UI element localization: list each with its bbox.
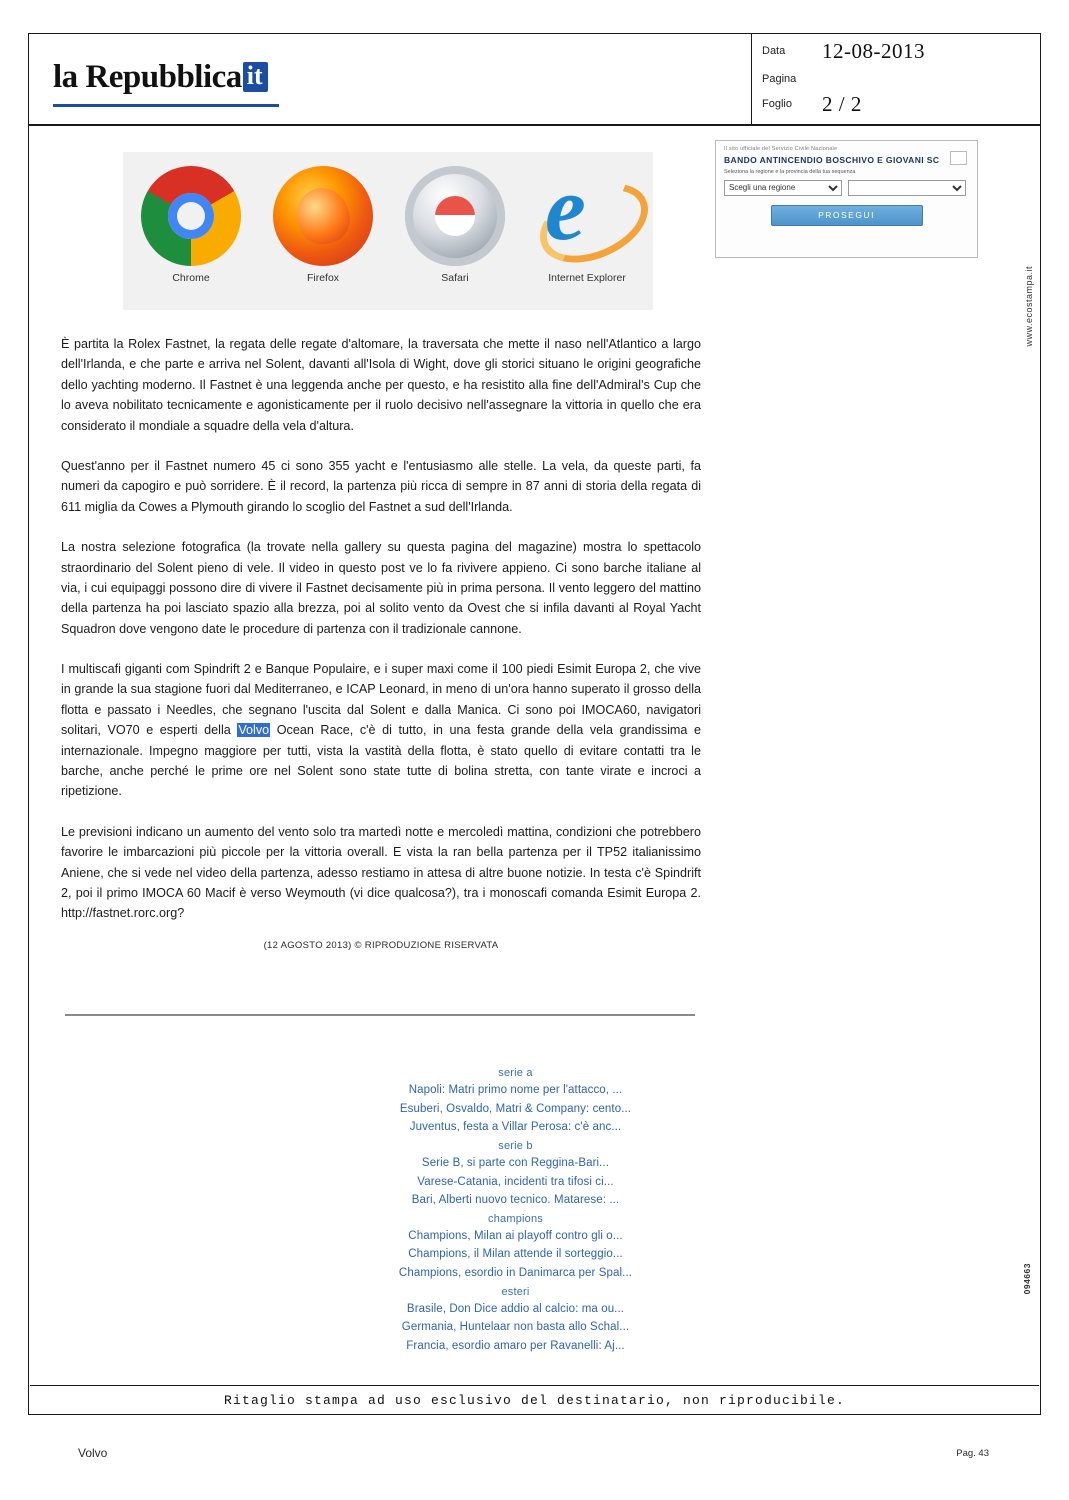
list-item[interactable]: Esuberi, Osvaldo, Matri & Company: cento... xyxy=(399,1102,632,1115)
browser-label-firefox: Firefox xyxy=(306,272,340,284)
clipping-footer-notice: Ritaglio stampa ad uso esclusivo del destinatario, non riproducibile. xyxy=(30,1385,1039,1414)
internet-explorer-icon xyxy=(537,157,637,266)
browser-item-chrome xyxy=(131,166,251,284)
masthead-badge: it xyxy=(243,62,268,91)
press-clipping-header xyxy=(28,33,1041,125)
list-item[interactable]: Varese-Catania, incidenti tra tifosi ci... xyxy=(417,1175,614,1188)
section-divider xyxy=(65,1014,695,1016)
list-item[interactable]: Brasile, Don Dice addio al calcio: ma ou... xyxy=(406,1302,625,1315)
clipping-frame xyxy=(28,125,1041,1415)
region-select[interactable] xyxy=(724,180,842,196)
browser-item-safari xyxy=(395,166,515,284)
meta-row-data xyxy=(752,36,1040,66)
list-item[interactable]: Germania, Huntelaar non basta allo Schal... xyxy=(401,1321,630,1334)
masthead-rule xyxy=(53,104,279,107)
masthead-title: la Repubblica xyxy=(53,58,242,95)
list-item[interactable]: Juventus, festa a Villar Perosa: c'è anc... xyxy=(409,1121,622,1134)
ad-tiny-text: Il sito ufficiale del Servizio Civile Nazionale xyxy=(724,146,838,152)
browser-item-firefox xyxy=(263,166,383,284)
link-group-title-esteri: esteri xyxy=(501,1285,530,1298)
meta-label-foglio: Foglio xyxy=(762,98,792,110)
browser-icon-strip xyxy=(123,152,653,310)
masthead-logo xyxy=(53,52,268,102)
article-paragraph-4 xyxy=(61,659,701,802)
list-item[interactable]: Francia, esordio amaro per Ravanelli: Aj... xyxy=(406,1339,625,1352)
article-paragraph-1: È partita la Rolex Fastnet, la regata delle regate d'altomare, la traversata che mette il naso nell'Atlantico a largo dell'Irlanda, e che parte e arriva nel Solent, davanti all'Isola di Wight, dove gli storici situano le origini geografiche dello yachting moderno. Il Fastnet è una leggenda anche per questo, e ha resistito alla fine dell'Admiral's Cup che lo aveva nobilitato tecnicamente e agonisticamente per il ruolo decisivo nell'assegnare la vittoria in quello che era considerato il mondiale a squadre della vela d'altura. xyxy=(61,337,701,433)
meta-label-data: Data xyxy=(762,45,786,57)
list-item[interactable]: Champions, il Milan attende il sorteggio... xyxy=(408,1248,623,1261)
link-group-title-serie-a: serie a xyxy=(498,1067,533,1079)
ie-letter-shape: e xyxy=(545,157,586,259)
article-paragraph-4-post: Ocean Race, c'è di tutto, in una festa grande della vela grandissima e internazionale. Impegno maggiore per tutti, vista la vastità della flotta, è stato quello di evitare contatti tra le barche, anche perché le prime ore nel Solent sono state tutte di bolina stretta, con tante virate e incroci a ripetizione. xyxy=(61,723,701,799)
article-paragraph-5: Le previsioni indicano un aumento del vento solo tra martedì notte e mercoledì mattina, condizioni che potrebbero favorire le imbarcazioni più piccole per la vittoria overall. E vista la ran bella partenza per il TP52 italianissimo Aniene, che si vede nel video della partenza, adesso restiamo in attesa di altre buone notizie. In testa c'è Spindrift 2, poi il primo IMOCA 60 Macif è verso Weymouth (vi dice qualcosa?), tra i monoscafi comanda Esimit Europa 2. http://fastnet.rorc.org? xyxy=(61,824,701,921)
browser-item-internet-explorer xyxy=(527,157,647,284)
prosegui-button[interactable]: PROSEGUI xyxy=(771,205,923,226)
article-byline: (12 AGOSTO 2013) © RIPRODUZIONE RISERVATA xyxy=(263,939,499,951)
meta-value-data: 12-08-2013 xyxy=(822,38,925,63)
highlighted-keyword: Volvo xyxy=(238,723,270,738)
list-item[interactable]: Champions, esordio in Danimarca per Spal... xyxy=(398,1267,633,1279)
firefox-icon xyxy=(273,166,373,266)
vertical-clipping-code: 094663 xyxy=(1022,1262,1032,1294)
safari-icon xyxy=(405,166,505,266)
link-group-title-champions: champions xyxy=(488,1212,543,1225)
page-footer-number: Pag. 43 xyxy=(956,1448,989,1459)
list-item[interactable]: Serie B, si parte con Reggina-Bari... xyxy=(421,1156,610,1169)
list-item[interactable]: Bari, Alberti nuovo tecnico. Matarese: ... xyxy=(411,1194,620,1207)
advertisement-box[interactable] xyxy=(715,140,978,258)
ad-title: BANDO ANTINCENDIO BOSCHIVO E GIOVANI SC xyxy=(724,154,940,165)
link-group-title-serie-b: serie b xyxy=(498,1139,533,1152)
article-paragraph-4-pre: I multiscafi giganti com Spindrift 2 e Banque Populaire, e i super maxi come il 100 piedi Esimit Europa 2, che vive in grande la sua stagione fuori dal Mediterraneo, e ICAP Leonard, in meno di un'ora hanno superato il grosso della flotta e passato i Needles, che segnano l'uscita dal Solent e dalla Manica. Ci sono poi IMOCA60, navigatori solitari, VO70 e esperti della xyxy=(61,662,701,738)
list-item[interactable]: Napoli: Matri primo nome per l'attacco, ... xyxy=(408,1084,623,1096)
list-item[interactable]: Champions, Milan ai playoff contro gli o... xyxy=(408,1229,623,1242)
vertical-source-url: www.ecostampa.it xyxy=(1024,266,1034,347)
ad-select-row xyxy=(724,180,969,196)
browser-label-chrome: Chrome xyxy=(172,272,210,284)
meta-row-foglio xyxy=(752,89,1040,119)
page-footer-keyword: Volvo xyxy=(78,1446,108,1460)
browser-label-internet-explorer: Internet Explorer xyxy=(548,272,626,284)
clipping-meta-box xyxy=(751,33,1041,125)
meta-label-pagina: Pagina xyxy=(762,73,797,85)
chrome-icon xyxy=(141,166,241,266)
article-body xyxy=(61,334,701,951)
ad-subtitle: Seleziona la regione e la provincia della tua sequenza xyxy=(724,168,856,175)
article-paragraph-3: La nostra selezione fotografica (la trovate nella gallery su questa pagina del magazine) mostra lo spettacolo straordinario del Solent pieno di vele. Il video in questo post ve lo fa rivivere appieno. Ci sono barche italiane al via, i cui equipaggi possono dire di vivere il Fastnet decisamente più in prima persona. Il vento leggero del mattino della partenza ha poi lasciato spazio alla brezza, poi al solito vento da Ovest che si infila davanti al Royal Yacht Squadron dove vengono date le procedure di partenza con il tradizionale cannone. xyxy=(61,540,701,636)
province-select[interactable] xyxy=(848,180,966,196)
meta-value-foglio: 2 / 2 xyxy=(822,91,862,116)
clipping-content xyxy=(43,134,988,1374)
flag-icon xyxy=(950,151,967,165)
article-paragraph-2: Quest'anno per il Fastnet numero 45 ci sono 355 yacht e l'entusiasmo alle stelle. La vela, da queste parti, fa numeri da capogiro e può sorridere. È il record, la partenza più ricca di sempre in 87 anni di storia della regata di 611 miglia da Cowes a Plymouth girando lo scoglio del Fastnet a sud dell'Irlanda. xyxy=(61,458,701,514)
related-links-list xyxy=(43,1064,988,1356)
browser-label-safari: Safari xyxy=(441,272,469,284)
